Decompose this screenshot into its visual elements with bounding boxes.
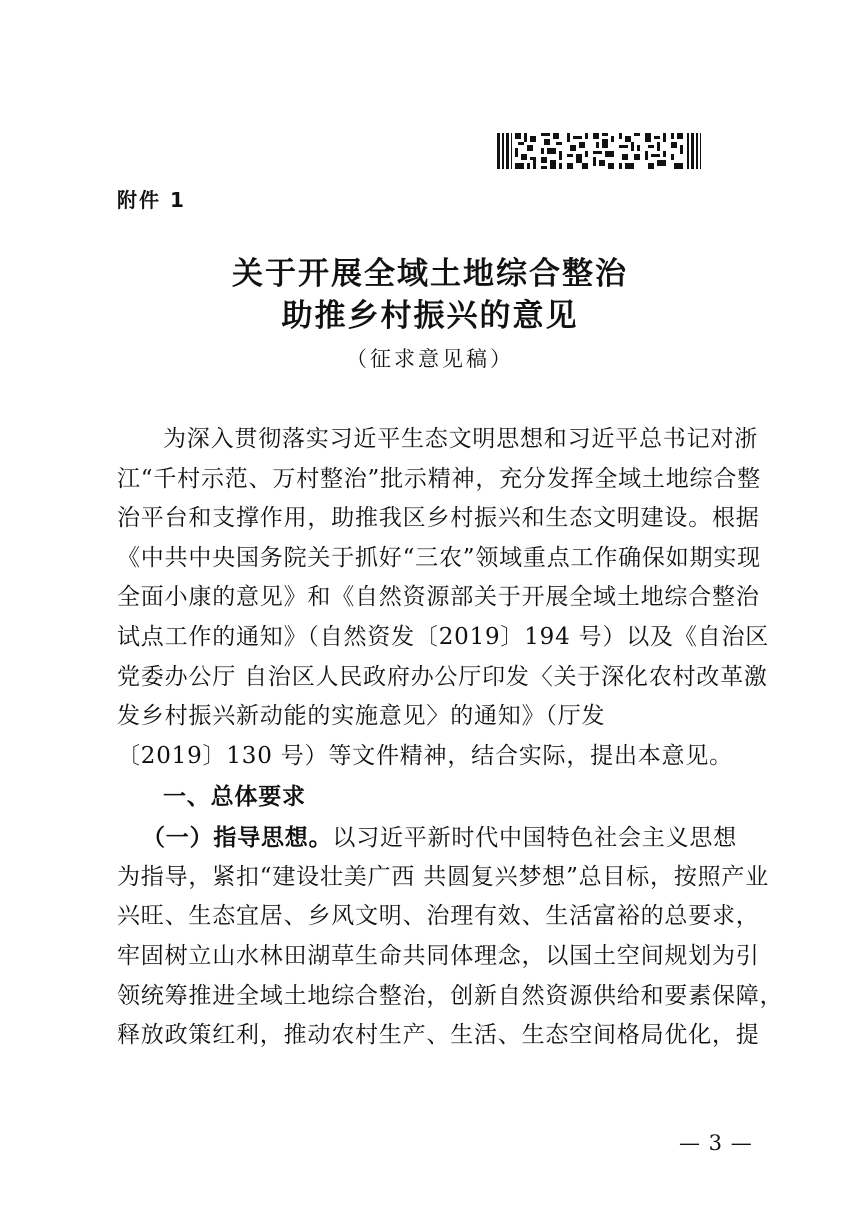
document-title-line-1: 关于开展全域土地综合整治 bbox=[232, 256, 628, 292]
body-line: 党委办公厅 自治区人民政府办公厅印发〈关于深化农村改革激 bbox=[117, 664, 768, 690]
body-line: 为深入贯彻落实习近平生态文明思想和习近平总书记对浙 bbox=[163, 426, 758, 452]
body-line: 全面小康的意见》和《自然资源部关于开展全域土地综合整治 bbox=[117, 584, 760, 610]
body-line: 治平台和支撑作用，助推我区乡村振兴和生态文明建设。根据 bbox=[117, 505, 760, 531]
body-line: 试点工作的通知》（自然资发〔2019〕194 号）以及《自治区 bbox=[117, 624, 770, 650]
section-heading: 一、总体要求 bbox=[163, 784, 306, 810]
subsection-paragraph-first-line bbox=[142, 823, 737, 853]
body-line: 《中共中央国务院关于抓好“三农”领域重点工作确保如期实现 bbox=[117, 545, 761, 571]
body-line: 领统筹推进全域土地综合整治，创新自然资源供给和要素保障， bbox=[117, 983, 784, 1009]
subsection-heading: （一）指导思想。 bbox=[142, 825, 333, 851]
document-subtitle: （征求意见稿） bbox=[346, 347, 514, 371]
attachment-label: 附件 1 bbox=[117, 188, 186, 212]
barcode-graphic bbox=[497, 133, 701, 169]
body-line: 为指导，紧扣“建设壮美广西 共圆复兴梦想”总目标，按照产业 bbox=[117, 864, 770, 890]
body-line: 牢固树立山水林田湖草生命共同体理念，以国土空间规划为引 bbox=[117, 943, 760, 969]
body-line: 江“千村示范、万村整治”批示精神，充分发挥全域土地综合整 bbox=[117, 466, 761, 492]
body-line: 发乡村振兴新动能的实施意见〉的通知》（厅发 bbox=[117, 703, 606, 729]
body-line-text: 以习近平新时代中国特色社会主义思想 bbox=[332, 825, 738, 851]
body-line: 〔2019〕130 号）等文件精神，结合实际，提出本意见。 bbox=[117, 743, 733, 769]
document-title-line-2: 助推乡村振兴的意见 bbox=[281, 298, 579, 334]
body-line: 兴旺、生态宜居、乡风文明、治理有效、生活富裕的总要求， bbox=[117, 903, 760, 929]
body-line: 释放政策红利，推动农村生产、生活、生态空间格局优化，提 bbox=[117, 1022, 760, 1048]
page-number: — 3 — bbox=[679, 1131, 753, 1155]
